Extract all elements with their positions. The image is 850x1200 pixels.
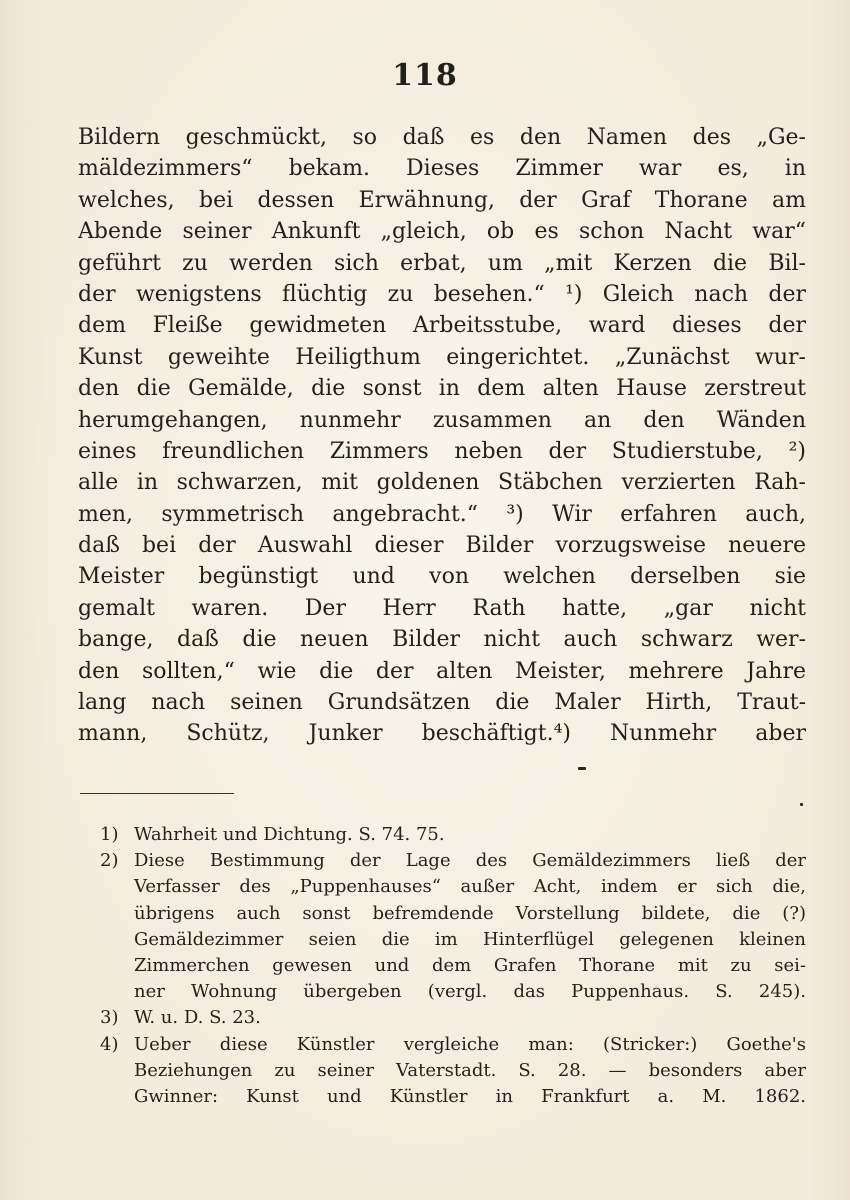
text-line: Kunst geweihte Heiligthum eingerichtet. „Zunächst wur-	[78, 344, 806, 370]
footnote-number: 2)	[100, 850, 119, 872]
footnotes	[100, 822, 806, 1110]
footnote-text: W. u. D. S. 23.	[134, 1007, 261, 1029]
text-line: men, symmetrisch angebracht.“ ³) Wir erfahren auch,	[78, 501, 806, 527]
footnote-line	[100, 1058, 806, 1084]
footnote-text: Beziehungen zu seiner Vaterstadt. S. 28. — besonders aber	[134, 1059, 806, 1081]
text-line: herumgehangen, nunmehr zusammen an den Wänden	[78, 407, 806, 433]
text-line: bange, daß die neuen Bilder nicht auch schwarz wer-	[78, 627, 806, 653]
footnote-text: Gemäldezimmer seien die im Hinterflügel gelegenen kleinen	[134, 928, 806, 950]
text-line: Meister begünstigt und von welchen derselben sie	[78, 564, 806, 590]
text-line: alle in schwarzen, mit goldenen Stäbchen verzierten Rah-	[78, 470, 806, 496]
footnote-text: Diese Bestimmung der Lage des Gemäldezimmers ließ der	[134, 850, 806, 872]
footnote-line	[100, 1032, 806, 1058]
ink-speck	[800, 803, 803, 806]
text-line: geführt zu werden sich erbat, um „mit Kerzen die Bil-	[78, 250, 806, 276]
footnote-text: übrigens auch sonst befremdende Vorstellung bildete, die (?)	[134, 902, 806, 924]
footnote-text: Verfasser des „Puppenhauses“ außer Acht, indem er sich die,	[134, 876, 806, 898]
footnote-number: 1)	[100, 824, 119, 845]
footnote-text: Zimmerchen gewesen und dem Grafen Thorane mit zu sei-	[134, 954, 806, 976]
text-line: mäldezimmers“ bekam. Dieses Zimmer war es, in	[78, 156, 806, 182]
footnote-text: Gwinner: Kunst und Künstler in Frankfurt a. M. 1862.	[134, 1085, 806, 1107]
footnote-line	[100, 1084, 806, 1110]
footnote-line	[100, 822, 806, 848]
footnote-text: ner Wohnung übergeben (vergl. das Puppenhaus. S. 245).	[134, 981, 806, 1003]
ink-speck	[578, 767, 586, 770]
footnote-line	[100, 848, 806, 874]
text-line: dem Fleiße gewidmeten Arbeitsstube, ward dieses der	[78, 313, 806, 339]
page-number: 118	[392, 58, 458, 93]
footnote-line	[100, 979, 806, 1005]
text-line: der wenigstens flüchtig zu besehen.“ ¹) Gleich nach der	[78, 281, 806, 307]
footnote-line	[100, 953, 806, 979]
text-line: gemalt waren. Der Herr Rath hatte, „gar nicht	[78, 595, 806, 621]
text-line: mann, Schütz, Junker beschäftigt.⁴) Nunmehr aber	[78, 721, 806, 747]
text-line: eines freundlichen Zimmers neben der Studierstube, ²)	[78, 438, 806, 464]
footnote-text: Ueber diese Künstler vergleiche man: (Stricker:) Goethe's	[134, 1033, 806, 1055]
text-line: Abende seiner Ankunft „gleich, ob es schon Nacht war“	[78, 219, 806, 245]
text-line: Bildern geschmückt, so daß es den Namen des „Ge-	[78, 125, 806, 150]
footnote-number: 4)	[100, 1033, 119, 1055]
body-text	[78, 122, 806, 750]
text-line: lang nach seinen Grundsätzen die Maler Hirth, Traut-	[78, 690, 806, 716]
footnote-line	[100, 1005, 806, 1031]
footnote-text: Wahrheit und Dichtung. S. 74. 75.	[134, 824, 445, 845]
footnote-line	[100, 874, 806, 900]
footnote-divider	[80, 793, 234, 794]
text-line: daß bei der Auswahl dieser Bilder vorzugsweise neuere	[78, 533, 806, 559]
footnote-line	[100, 901, 806, 927]
footnote-number: 3)	[100, 1007, 119, 1029]
text-line: welches, bei dessen Erwähnung, der Graf Thorane am	[78, 187, 806, 213]
footnote-line	[100, 927, 806, 953]
text-line: den die Gemälde, die sonst in dem alten Hause zerstreut	[78, 376, 806, 402]
text-line: den sollten,“ wie die der alten Meister, mehrere Jahre	[78, 658, 806, 684]
